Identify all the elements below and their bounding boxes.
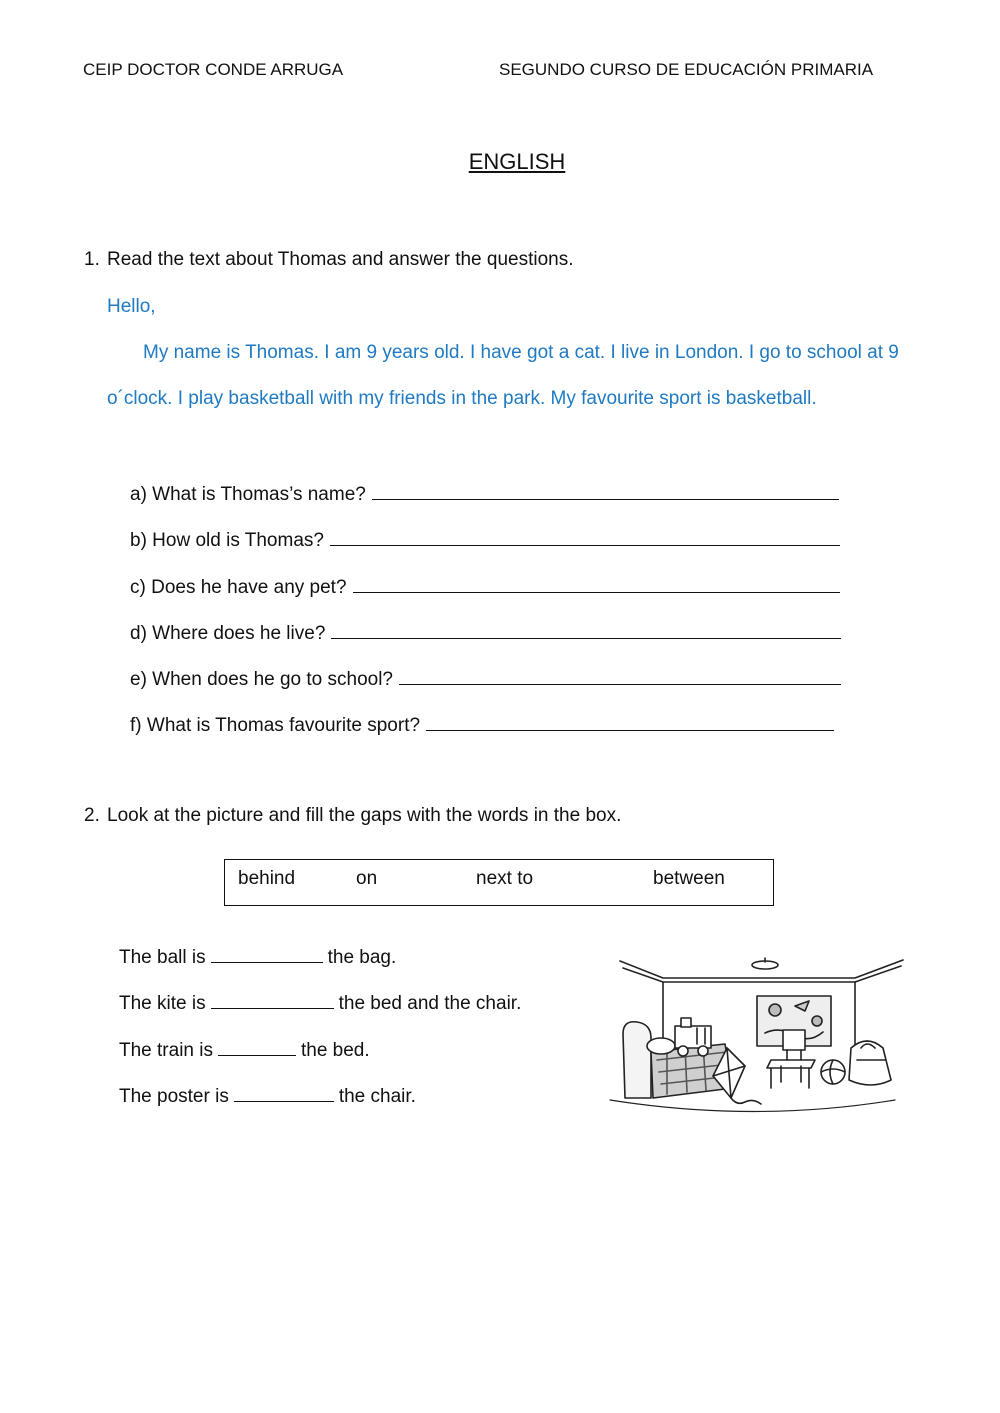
word-next-to: next to — [476, 868, 534, 889]
question-b-text: b) How old is Thomas? — [130, 530, 324, 551]
sentence-train-start: The train is — [119, 1040, 213, 1061]
school-name: CEIP DOCTOR CONDE ARRUGA — [83, 60, 344, 79]
answer-b-blank[interactable] — [330, 527, 840, 546]
sentence-kite-end: the bed and the chair. — [338, 993, 522, 1014]
question-f — [130, 712, 834, 737]
answer-a-blank[interactable] — [372, 481, 839, 500]
exercise-1-instruction: Read the text about Thomas and answer the questions. — [107, 249, 574, 270]
answer-c-blank[interactable] — [353, 574, 840, 593]
question-f-text: f) What is Thomas favourite sport? — [130, 715, 421, 736]
sentence-ball-end: the bag. — [327, 947, 397, 968]
letter-text-line-2: o´clock. I play basketball with my friends in the park. My favourite sport is basketball. — [107, 388, 817, 409]
word-between: between — [653, 868, 725, 889]
gap-poster[interactable] — [234, 1083, 334, 1102]
gap-ball[interactable] — [211, 944, 323, 963]
question-a-text: a) What is Thomas’s name? — [130, 484, 366, 505]
question-d — [130, 620, 841, 645]
sentence-poster-end: the chair. — [338, 1086, 416, 1107]
gap-train[interactable] — [218, 1037, 296, 1056]
question-c — [130, 574, 840, 599]
bedroom-illustration — [605, 948, 907, 1118]
course-name: SEGUNDO CURSO DE EDUCACIÓN PRIMARIA — [499, 60, 874, 79]
sentence-kite-start: The kite is — [119, 993, 206, 1014]
exercise-2-instruction: Look at the picture and fill the gaps with the words in the box. — [107, 805, 622, 826]
exercise-1-number: 1. — [84, 249, 100, 270]
question-a — [130, 481, 839, 506]
bag-icon — [849, 1041, 891, 1085]
question-c-text: c) Does he have any pet? — [130, 577, 347, 598]
answer-e-blank[interactable] — [399, 666, 841, 685]
gap-kite[interactable] — [211, 990, 334, 1009]
question-e-text: e) When does he go to school? — [130, 669, 394, 690]
question-d-text: d) Where does he live? — [130, 623, 326, 644]
ball-icon — [821, 1060, 845, 1084]
question-b — [130, 527, 840, 552]
question-e — [130, 666, 841, 691]
word-on: on — [356, 868, 378, 889]
sentence-train — [119, 1037, 370, 1062]
word-box — [224, 859, 774, 906]
letter-greeting: Hello, — [107, 296, 156, 317]
sentence-poster-start: The poster is — [119, 1086, 229, 1107]
sentence-ball-start: The ball is — [119, 947, 206, 968]
sentence-train-end: the bed. — [300, 1040, 370, 1061]
sentence-poster — [119, 1083, 416, 1108]
letter-text-line-1: My name is Thomas. I am 9 years old. I have got a cat. I live in London. I go to school at 9 — [143, 342, 899, 363]
sentence-ball — [119, 944, 396, 969]
word-behind: behind — [238, 868, 296, 889]
page-title: ENGLISH — [468, 149, 566, 174]
ceiling-lamp-icon — [752, 958, 778, 969]
sentence-kite — [119, 990, 521, 1015]
exercise-2-number: 2. — [84, 805, 100, 826]
answer-d-blank[interactable] — [331, 620, 841, 639]
answer-f-blank[interactable] — [426, 712, 834, 731]
